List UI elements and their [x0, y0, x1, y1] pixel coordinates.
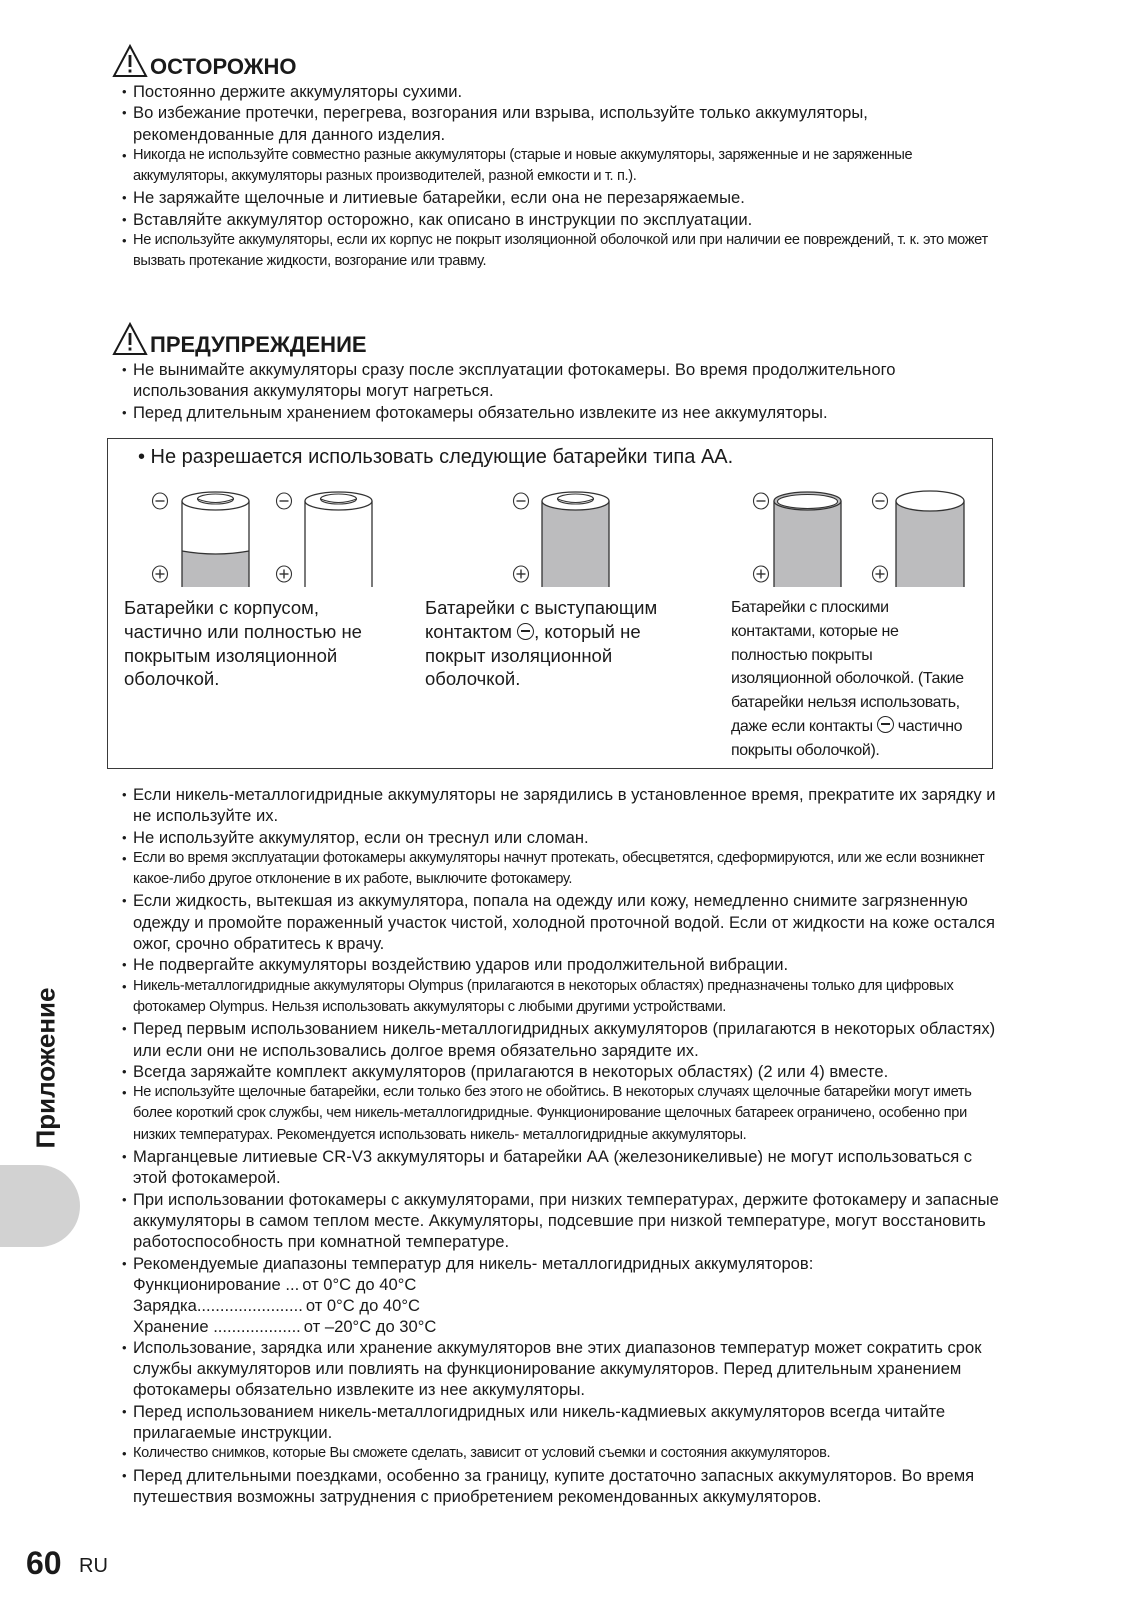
warning-list	[121, 359, 997, 423]
caption-line: полностью покрыты	[731, 646, 873, 664]
temperature-label: Хранение ...................	[133, 1316, 301, 1336]
minus-terminal-icon	[517, 623, 534, 640]
caption-line: частично или полностью не	[124, 620, 362, 642]
caption-line	[731, 715, 991, 739]
warning-triangle-icon	[112, 44, 148, 78]
caption-partially-covered	[124, 596, 414, 691]
notes-list-b	[121, 1337, 1001, 1507]
list-item: • Количество снимков, которые Вы сможете сделать, зависит от условий съемки и состояния аккумуляторов.	[121, 1443, 1001, 1464]
list-item: • Если во время эксплуатации фотокамеры аккумуляторы начнут протекать, обесцветятся, сдеформируются, или же если возникнет какое-либо другое отклонение в их работе, выключите фотокамеру.	[121, 848, 1001, 891]
uncovered-battery	[277, 492, 373, 587]
caption-line	[425, 620, 715, 644]
list-item: • Если жидкость, вытекшая из аккумулятора, попала на одежду или кожу, немедленно снимите загрязненную одежду и промойте пораженный участок чистой, холодной проточной водой. Если от жидкости на коже остался ожог, срочно обратитесь к врачу.	[121, 890, 1001, 954]
protruding-contact-battery	[514, 492, 610, 587]
notes-list-a	[121, 784, 1001, 1274]
list-item: • При использовании фотокамеры с аккумуляторами, при низких температурах, держите фотокамеру и запасные аккумуляторы в самом теплом месте. Аккумуляторы, подсевшие при низкой температуре, могут восстановить работоспособность при комнатной температуре.	[121, 1189, 1001, 1253]
list-item: • Перед использованием никель-металлогидридных или никель-кадмиевых аккумуляторов всегда читайте прилагаемые инструкции.	[121, 1401, 1001, 1444]
caption-protruding-contact	[425, 596, 715, 691]
page-number: 60	[26, 1545, 62, 1581]
caption-line: оболочкой.	[425, 668, 521, 690]
list-item: • Марганцевые литиевые CR-V3 аккумуляторы и батарейки АА (железоникеливые) не могут использоваться с этой фотокамерой.	[121, 1146, 1001, 1189]
caption-line: батарейки нельзя использовать,	[731, 694, 960, 712]
caption-line: оболочкой.	[124, 668, 220, 690]
list-item: • Перед длительным хранением фотокамеры обязательно извлеките из нее аккумуляторы.	[121, 402, 997, 423]
temperature-label: Зарядка.......................	[133, 1295, 303, 1315]
caution-heading	[112, 44, 997, 78]
aa-box-title: • Не разрешается использовать следующие батарейки типа АА.	[138, 446, 734, 468]
caption-line: Батарейки с корпусом,	[124, 597, 319, 618]
caption-text: , который не	[534, 620, 641, 642]
temperature-row	[133, 1274, 1001, 1295]
list-item: • Использование, зарядка или хранение аккумуляторов вне этих диапазонов температур может сократить срок службы аккумуляторов или повлиять на функционирование аккумуляторов. Перед длительным хранением фотокамеры обязательно извлеките из нее аккумуляторы.	[121, 1337, 1001, 1401]
minus-terminal-icon	[877, 716, 894, 733]
list-item: • Не используйте аккумуляторы, если их корпус не покрыт изоляционной оболочкой или при наличии ее повреждений, т. к. это может вызвать протекание жидкости, возгорание или травму.	[121, 230, 997, 273]
caption-line: покрыт изоляционной	[425, 644, 613, 666]
temperature-range: от 0°C до 40°C	[305, 1295, 420, 1315]
temperature-range: от 0°C до 40°C	[302, 1274, 417, 1294]
list-item: • Не используйте щелочные батарейки, если только без этого не обойтись. В некоторых случаях щелочные батарейки могут иметь более короткий срок службы, чем никель-металлогидридные. Функционирование щелочных батареек ограничено, особенно при низких температурах. Рекомендуется использовать никель- металлогидридные аккумуляторы.	[121, 1082, 1001, 1146]
caption-line: покрытым изоляционной	[124, 644, 338, 666]
temperature-range: от –20°C до 30°C	[303, 1316, 437, 1336]
caption-text: даже если контакты	[731, 717, 877, 735]
warning-triangle-icon	[112, 322, 148, 356]
list-item: • Перед длительными поездками, особенно за границу, купите достаточно запасных аккумуляторов. Во время путешествия возможны затруднения с приобретением рекомендованных аккумуляторов.	[121, 1465, 1001, 1508]
list-item: • Никогда не используйте совместно разные аккумуляторы (старые и новые аккумуляторы, заряженные и не заряженные аккумуляторы, аккумуляторы разных производителей, разной емкости и т. п.).	[121, 145, 997, 188]
temperature-table	[121, 1274, 1001, 1337]
battery-illustrations	[108, 479, 992, 587]
flat-contact-battery-partial	[754, 492, 842, 587]
caution-section	[112, 44, 997, 273]
section-side-tab	[0, 1165, 80, 1247]
list-item: • Не заряжайте щелочные и литиевые батарейки, если она не перезаряжаемые.	[121, 187, 997, 208]
partially-covered-battery	[153, 492, 250, 587]
caption-text: контактом	[425, 620, 518, 642]
list-item: • Никель-металлогидридные аккумуляторы Olympus (прилагаются в некоторых областях) предназначены только для цифровых фотокамер Olympus. Нельзя использовать аккумуляторы с любыми другими устройствами.	[121, 976, 1001, 1019]
list-item: • Вставляйте аккумулятор осторожно, как описано в инструкции по эксплуатации.	[121, 209, 997, 230]
caption-line: изоляционной оболочкой. (Такие	[731, 670, 964, 688]
list-item: • Рекомендуемые диапазоны температур для никель- металлогидридных аккумуляторов:	[121, 1253, 1001, 1274]
caution-title: ОСТОРОЖНО	[150, 54, 297, 79]
section-side-label: Приложение	[30, 987, 61, 1149]
page-language: RU	[79, 1555, 108, 1577]
list-item: • Перед первым использованием никель-металлогидридных аккумуляторов (прилагаются в некоторых областях) или если они не использовались долгое время обязательно зарядите их.	[121, 1018, 1001, 1061]
list-item: • Не подвергайте аккумуляторы воздействию ударов или продолжительной вибрации.	[121, 954, 1001, 975]
warning-title: ПРЕДУПРЕЖДЕНИЕ	[150, 332, 367, 357]
list-item: • Если никель-металлогидридные аккумуляторы не зарядились в установленное время, прекратите их зарядку и не используйте их.	[121, 784, 1001, 827]
caption-line: Батарейки с плоскими	[731, 599, 889, 616]
caption-flat-contact	[731, 596, 991, 763]
list-item: • Постоянно держите аккумуляторы сухими.	[121, 81, 997, 102]
caption-line: Батарейки с выступающим	[425, 597, 658, 618]
temperature-label: Функционирование ...	[133, 1274, 300, 1294]
temperature-row	[133, 1295, 1001, 1316]
flat-contact-battery	[873, 491, 965, 587]
temperature-row	[133, 1316, 1001, 1337]
list-item: • Не вынимайте аккумуляторы сразу после эксплуатации фотокамеры. Во время продолжительного использования аккумуляторы могут нагреться.	[121, 359, 997, 402]
aa-batteries-box	[107, 438, 993, 769]
battery-notes	[121, 784, 1001, 1507]
list-item: • Всегда заряжайте комплект аккумуляторов (прилагаются в некоторых областях) (2 или 4) вместе.	[121, 1061, 1001, 1082]
caution-list	[121, 81, 997, 273]
list-item: • Не используйте аккумулятор, если он треснул или сломан.	[121, 827, 1001, 848]
caption-line: контактами, которые не	[731, 622, 899, 640]
warning-heading	[112, 322, 997, 356]
warning-section	[112, 322, 997, 423]
list-item: • Во избежание протечки, перегрева, возгорания или взрыва, используйте только аккумуляторы, рекомендованные для данного изделия.	[121, 102, 997, 145]
caption-line: покрыты оболочкой).	[731, 741, 880, 759]
caption-text: частично	[893, 717, 963, 735]
